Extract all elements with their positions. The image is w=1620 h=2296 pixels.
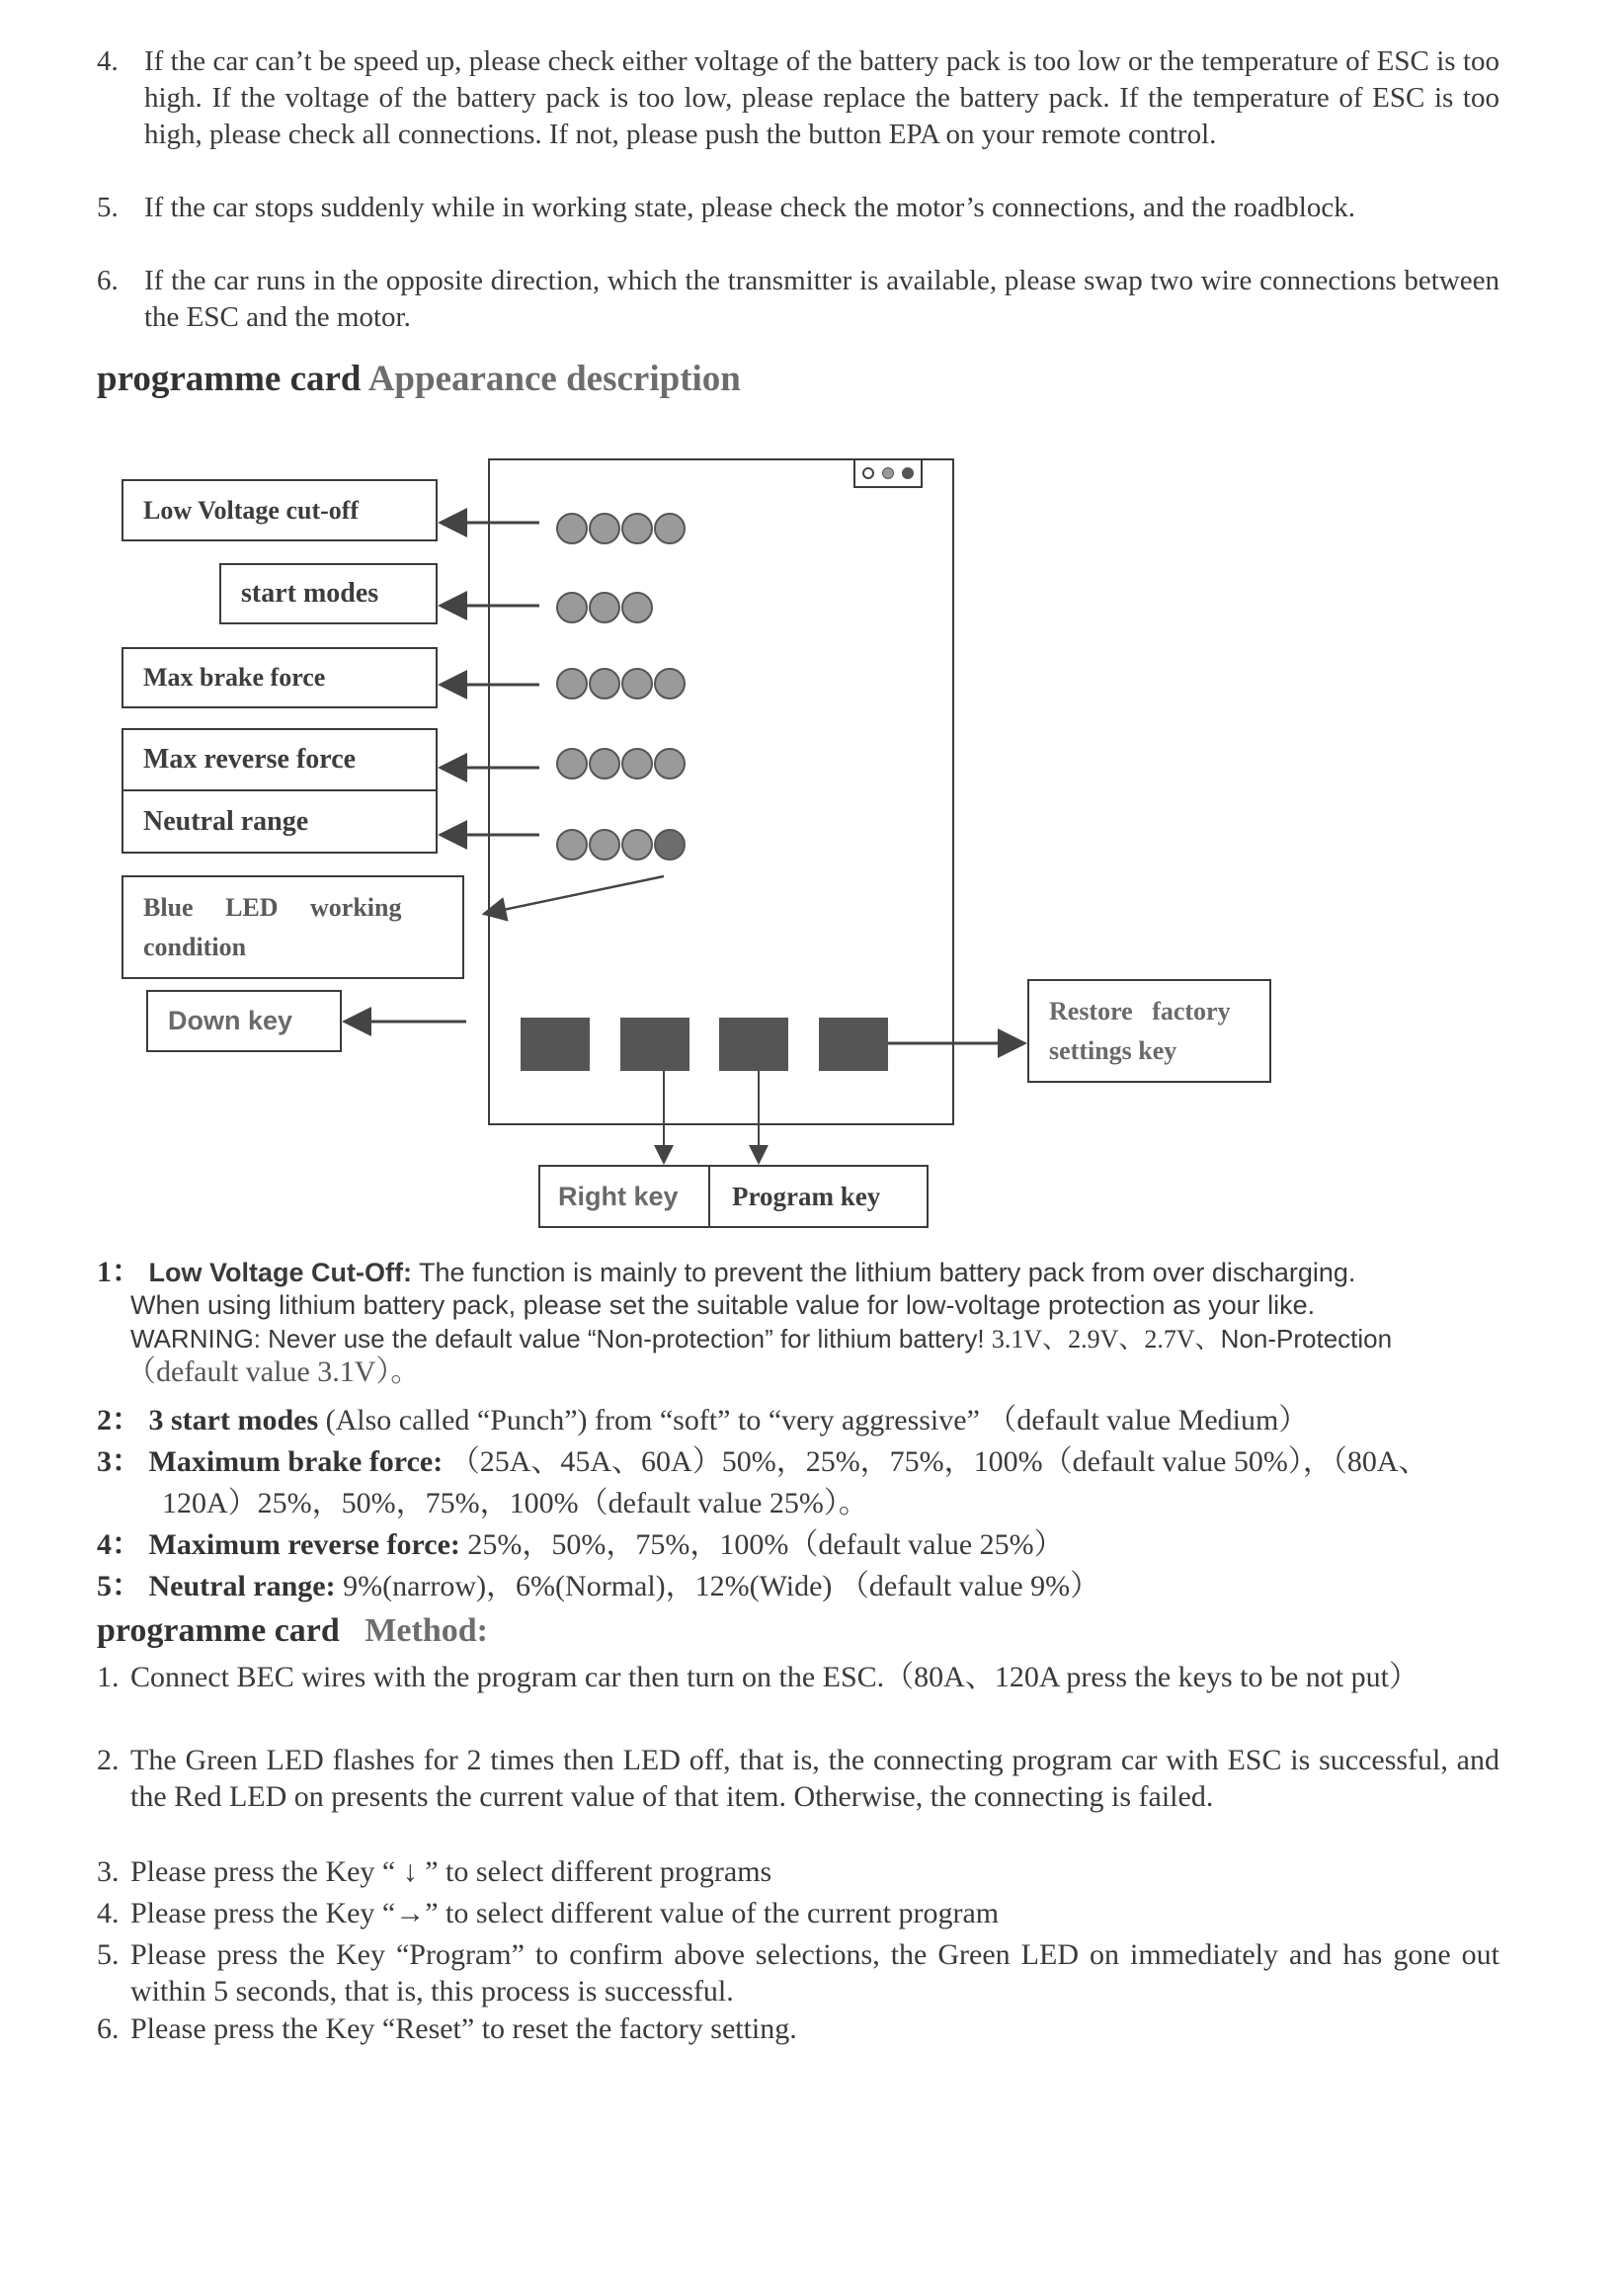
label-max-reverse [122, 728, 438, 791]
label-text: Max reverse force [143, 744, 357, 775]
step-number: 1. [97, 1661, 120, 1693]
heading-part1: programme card [97, 359, 368, 399]
led-icon [621, 513, 653, 544]
item-text: If the car can’t be speed up, please check either voltage of the battery pack is too low or the temperature of ESC is too high. If the voltage of the battery pack is too low, please replace the battery pack. If the temperature of ESC is too high, please check all connections. If not, please push the button EPA on your remote control. [144, 45, 1499, 150]
item-number: 3： [97, 1445, 141, 1478]
led-icon [556, 513, 588, 544]
led-icon [654, 513, 686, 544]
item-number: 1： [97, 1256, 141, 1288]
item-title: Neutral range: [148, 1570, 336, 1602]
restore-factory-key-button[interactable] [819, 1018, 888, 1071]
label-text-line2: settings key [1049, 1035, 1177, 1065]
label-max-brake [122, 647, 438, 708]
label-right-key [538, 1165, 710, 1228]
method-heading [97, 1612, 488, 1650]
function-3 [97, 1441, 1499, 1524]
led-icon [654, 748, 686, 779]
step-text: Please press the Key “Reset” to reset the factory setting. [130, 2012, 797, 2045]
right-key-button[interactable] [620, 1018, 689, 1071]
item-text-line2: 120A）25%，50%，75%，100%（default value 25%）。 [162, 1487, 868, 1519]
led-icon [589, 513, 620, 544]
item-title: Maximum reverse force: [148, 1528, 460, 1561]
item-text: （25A、45A、60A）50%，25%，75%，100%（default value 50%），（80A、 [443, 1445, 1428, 1478]
function-1 [97, 1256, 1499, 1388]
led-icon [556, 668, 588, 699]
item-number: 5. [97, 192, 119, 223]
item-text: (Also called “Punch”) from “soft” to “very aggressive” （default value Medium） [318, 1404, 1309, 1436]
function-2 [97, 1400, 1499, 1441]
led-icon [589, 668, 620, 699]
blue-led-icon [654, 829, 686, 861]
non-protection: Non-Protection [1220, 1324, 1393, 1353]
label-start-modes [219, 563, 438, 624]
item-text: If the car runs in the opposite direction, which the transmitter is available, please swap two wire connections between the ESC and the motor. [144, 265, 1499, 333]
status-led-dark-icon [902, 467, 914, 479]
step-text: Please press the Key “ ↓ ” to select different programs [130, 1855, 772, 1888]
heading-part2: Appearance description [367, 359, 741, 399]
label-text-line1: Restore factory [1049, 996, 1231, 1025]
led-icon [589, 829, 620, 861]
method-step-6 [97, 2010, 1499, 2047]
led-icon [556, 829, 588, 861]
led-icon [654, 668, 686, 699]
label-text-line1: Blue LED working [143, 892, 402, 922]
method-step-4 [97, 1895, 1499, 1931]
item-title: Low Voltage Cut-Off: [148, 1258, 412, 1287]
item-number: 4. [97, 45, 119, 77]
step-number: 3. [97, 1855, 120, 1888]
function-5 [97, 1566, 1499, 1607]
method-step-1 [97, 1659, 1499, 1695]
led-icon [589, 592, 620, 623]
heading-part2: Method: [364, 1612, 488, 1649]
program-key-button[interactable] [719, 1018, 788, 1071]
item-number: 4： [97, 1528, 141, 1561]
label-neutral-range [122, 791, 438, 854]
item-text-line2: When using lithium battery pack, please set the suitable value for low-voltage protection as your like. [130, 1290, 1316, 1320]
item-number: 6. [97, 265, 119, 296]
step-text: Connect BEC wires with the program car then turn on the ESC.（80A、120A press the keys to be not put） [130, 1661, 1418, 1693]
step-number: 6. [97, 2012, 120, 2045]
led-icon [556, 592, 588, 623]
label-text: Down key [168, 1006, 293, 1035]
label-text-line2: condition [143, 932, 247, 961]
label-text: Low Voltage cut-off [143, 495, 360, 525]
item-text: 9%(narrow)，6%(Normal)，12%(Wide) （default value 9%） [335, 1570, 1100, 1602]
label-down-key [146, 990, 342, 1052]
label-program-key [708, 1165, 929, 1228]
led-icon [621, 592, 653, 623]
item-text: The function is mainly to prevent the lithium battery pack from over discharging. [411, 1258, 1356, 1287]
down-key-button[interactable] [521, 1018, 590, 1071]
label-text: Max brake force [143, 663, 326, 692]
step-text: Please press the Key “→” to select different value of the current program [130, 1897, 1000, 1929]
item-number: 2： [97, 1404, 141, 1436]
default-value: （default value 3.1V）。 [126, 1355, 421, 1388]
heading-part1: programme card [97, 1612, 349, 1649]
step-text: Please press the Key “Program” to confirm above selections, the Green LED on immediately and has gone out within 5 seconds, that is, this process is successful. [130, 1938, 1499, 2008]
step-number: 4. [97, 1897, 120, 1929]
method-step-3 [97, 1853, 1499, 1890]
item-title: Maximum brake force: [148, 1445, 444, 1478]
led-icon [589, 748, 620, 779]
label-restore-factory [1027, 979, 1271, 1083]
item-title: 3 start modes [148, 1404, 319, 1436]
item-number: 5： [97, 1570, 141, 1602]
label-text: Program key [732, 1181, 881, 1211]
status-led-gray-icon [882, 467, 894, 479]
step-number: 2. [97, 1744, 120, 1776]
method-step-2 [97, 1742, 1499, 1815]
label-text: Neutral range [143, 805, 309, 837]
led-icon [556, 748, 588, 779]
led-icon [621, 748, 653, 779]
voltage-values: 3.1V、2.9V、2.7V、 [991, 1325, 1221, 1353]
warning-text: WARNING: Never use the default value “Non-protection” for lithium battery! [130, 1324, 992, 1353]
item-text: 25%，50%，75%，100%（default value 25%） [459, 1528, 1064, 1561]
led-icon [621, 829, 653, 861]
step-text: The Green LED flashes for 2 times then LED off, that is, the connecting program car with ESC is successful, and the Red LED on presents the current value of that item. Otherwise, the connecting is failed. [130, 1744, 1499, 1813]
label-blue-led [122, 875, 464, 979]
label-text: Right key [558, 1181, 679, 1211]
led-icon [621, 668, 653, 699]
method-step-5 [97, 1936, 1499, 2009]
item-text: If the car stops suddenly while in working state, please check the motor’s connections, and the roadblock. [144, 192, 1355, 223]
label-text: start modes [241, 578, 379, 609]
step-number: 5. [97, 1938, 120, 1971]
label-low-voltage [122, 479, 438, 541]
status-led-white-icon [862, 467, 874, 479]
function-4 [97, 1524, 1499, 1566]
